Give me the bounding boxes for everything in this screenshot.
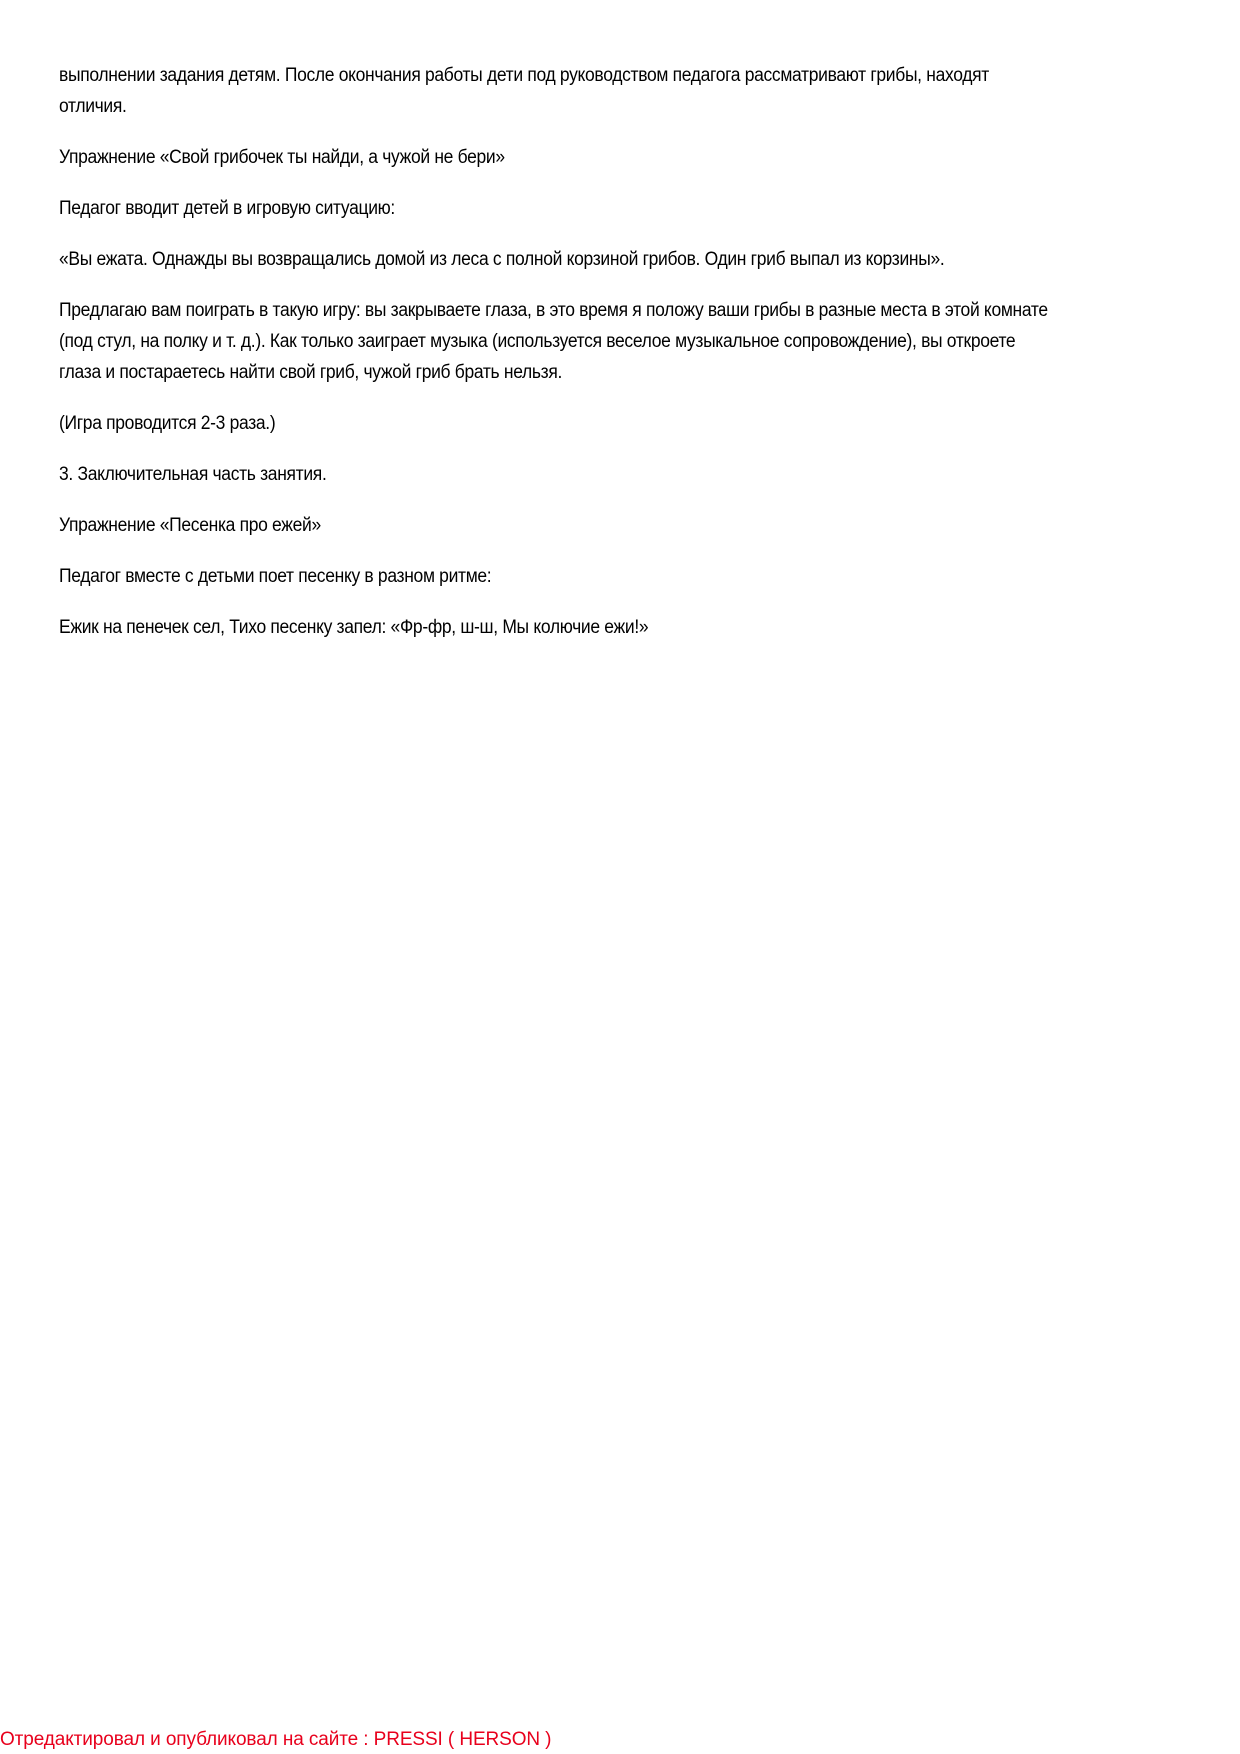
document-body [59,60,1089,663]
text-line: выполнении задания детям. После окончания работы дети под руководством педагога рассматривают грибы, находят [59,65,989,86]
text-line: «Вы ежата. Однажды вы возвращались домой из леса с полной корзиной грибов. Один гриб выпал из корзины». [59,249,945,270]
text-line: Предлагаю вам поиграть в такую игру: вы закрываете глаза, в это время я положу ваши грибы в разные места в этой комнате [59,300,1048,321]
paragraph-game-rules [59,295,1089,388]
text-line: глаза и постараетесь найти свой гриб, чужой гриб брать нельзя. [59,362,563,383]
text-line: Педагог вместе с детьми поет песенку в разном ритме: [59,566,492,587]
text-line: Упражнение «Песенка про ежей» [59,515,321,536]
section-heading-final-part [59,459,1089,490]
text-line: Ежик на пенечек сел, Тихо песенку запел: «Фр-фр, ш-ш, Мы колючие ежи!» [59,617,649,638]
text-line: (под стул, на полку и т. д.). Как только заиграет музыка (используется веселое музыкальное сопровождение), вы откроете [59,331,1016,352]
paragraph-game-intro [59,193,1089,224]
paragraph-game-repeat [59,408,1089,439]
paragraph-song-lyrics [59,612,1089,643]
exercise-heading-song [59,510,1089,541]
text-line: Педагог вводит детей в игровую ситуацию: [59,198,395,219]
paragraph-song-intro [59,561,1089,592]
publisher-footer: Отредактировал и опубликовал на сайте : PRESSI ( HERSON ) [0,1729,552,1750]
text-line: (Игра проводится 2-3 раза.) [59,413,276,434]
exercise-heading-mushroom [59,142,1089,173]
text-line: отличия. [59,96,127,117]
paragraph-task-completion [59,60,1089,122]
text-line: Упражнение «Свой грибочек ты найди, а чужой не бери» [59,147,505,168]
paragraph-hedgehog-story [59,244,1089,275]
text-line: 3. Заключительная часть занятия. [59,464,327,485]
